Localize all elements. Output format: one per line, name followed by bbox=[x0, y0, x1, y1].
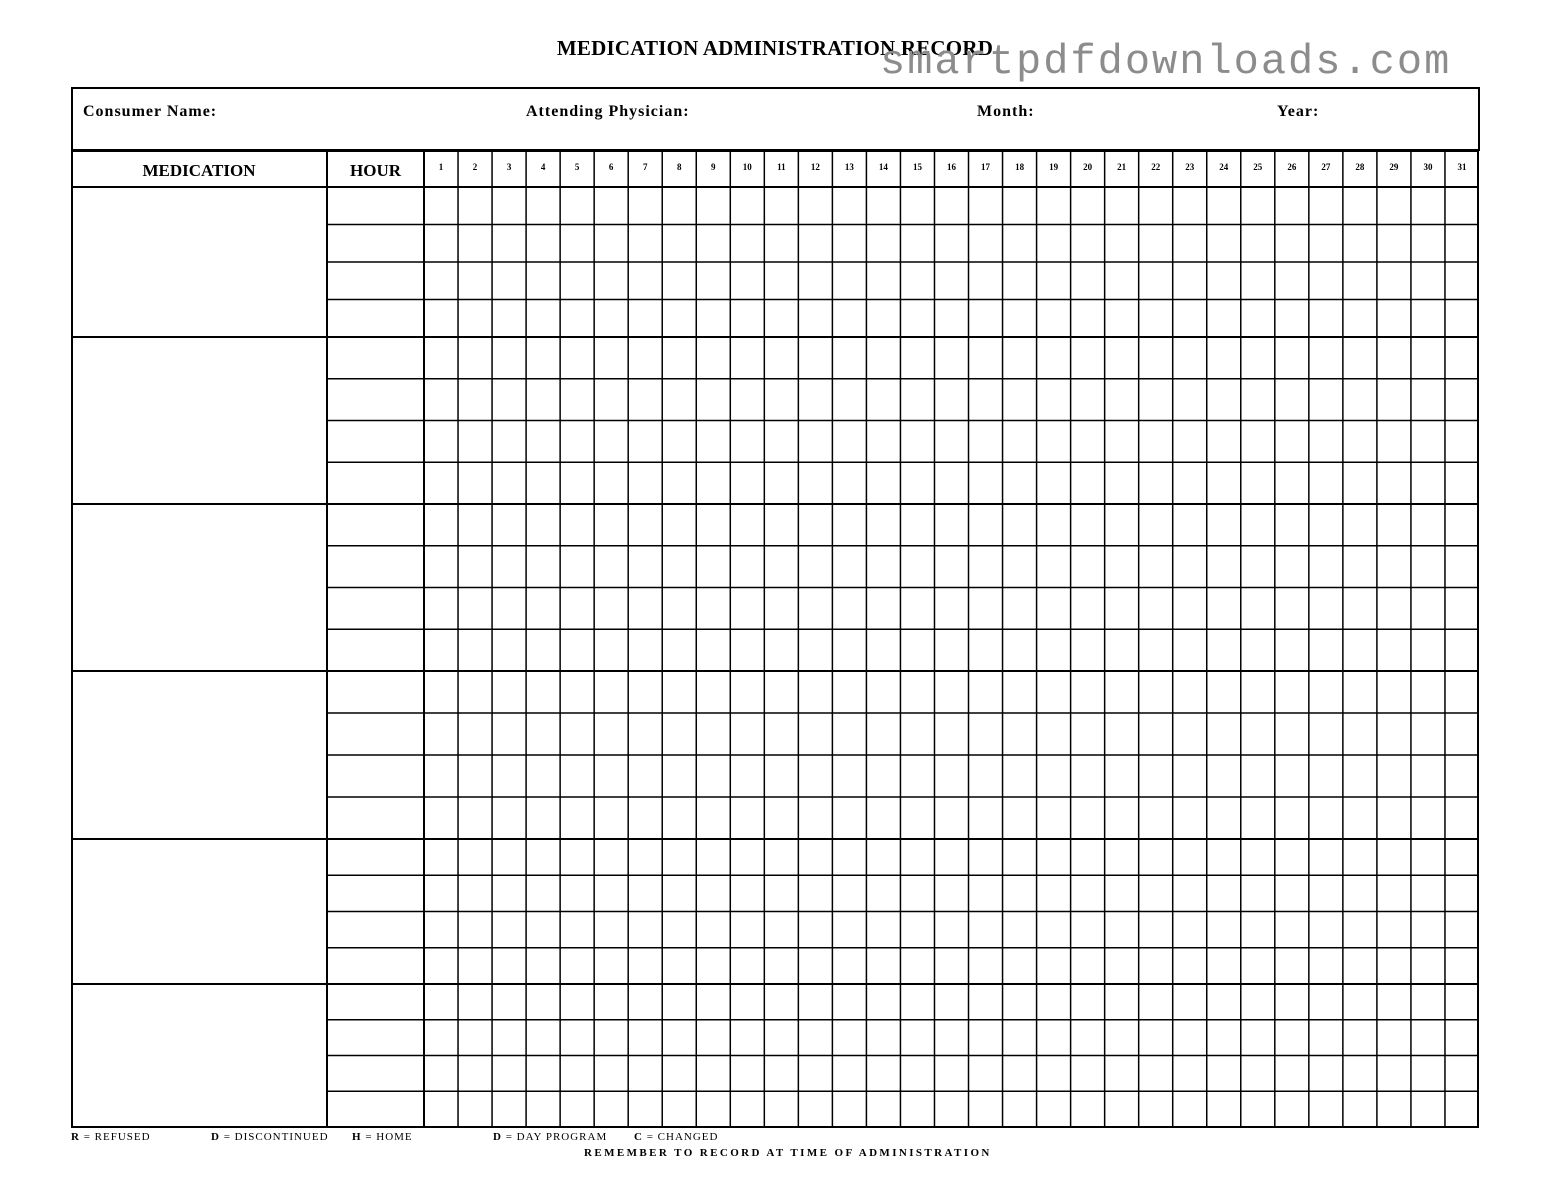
day-header: 30 bbox=[1423, 162, 1433, 172]
day-header: 2 bbox=[472, 162, 478, 172]
day-header: 12 bbox=[810, 162, 820, 172]
day-header: 17 bbox=[981, 162, 991, 172]
consumer-name-label: Consumer Name: bbox=[83, 103, 218, 120]
day-header: 28 bbox=[1355, 162, 1365, 172]
day-header: 21 bbox=[1117, 162, 1127, 172]
day-header: 1 bbox=[438, 162, 444, 172]
day-header: 24 bbox=[1219, 162, 1229, 172]
legend-text: = CHANGED bbox=[646, 1131, 719, 1143]
legend-home bbox=[352, 1131, 413, 1143]
legend-code: H bbox=[352, 1131, 362, 1143]
day-header: 5 bbox=[574, 162, 580, 172]
day-header: 13 bbox=[844, 162, 854, 172]
watermark-logo: smartpdfdownloads.com bbox=[880, 38, 1452, 86]
day-header: 23 bbox=[1185, 162, 1195, 172]
medication-header: MEDICATION bbox=[142, 161, 256, 180]
month-label: Month: bbox=[977, 103, 1035, 120]
legend-text: = HOME bbox=[365, 1131, 413, 1143]
day-header: 19 bbox=[1049, 162, 1059, 172]
legend-code: C bbox=[634, 1131, 643, 1143]
day-header: 25 bbox=[1253, 162, 1263, 172]
year-label: Year: bbox=[1277, 103, 1320, 120]
legend-text: = REFUSED bbox=[83, 1131, 151, 1143]
legend-code: R bbox=[71, 1131, 80, 1143]
day-header: 20 bbox=[1083, 162, 1093, 172]
day-header: 15 bbox=[912, 162, 922, 172]
legend-code: D bbox=[211, 1131, 220, 1143]
day-header: 14 bbox=[878, 162, 888, 172]
day-header: 8 bbox=[676, 162, 682, 172]
legend-text: = DAY PROGRAM bbox=[505, 1131, 608, 1143]
day-header: 10 bbox=[742, 162, 752, 172]
day-header: 11 bbox=[777, 162, 786, 172]
record-info-header bbox=[71, 87, 1480, 151]
day-header: 29 bbox=[1389, 162, 1399, 172]
legend-discontinued bbox=[211, 1131, 329, 1143]
legend-changed bbox=[634, 1131, 718, 1143]
attending-physician-label: Attending Physician: bbox=[526, 103, 690, 120]
day-header: 9 bbox=[711, 162, 716, 172]
page-title: MEDICATION ADMINISTRATION RECORD bbox=[556, 36, 994, 60]
legend-text: = DISCONTINUED bbox=[223, 1131, 329, 1143]
day-header: 3 bbox=[506, 162, 512, 172]
day-header: 26 bbox=[1287, 162, 1297, 172]
legend-refused bbox=[71, 1131, 151, 1143]
day-header: 6 bbox=[608, 162, 614, 172]
day-header: 31 bbox=[1457, 162, 1467, 172]
day-header: 27 bbox=[1321, 162, 1331, 172]
reminder-text: REMEMBER TO RECORD AT TIME OF ADMINISTRATION bbox=[584, 1147, 992, 1159]
legend-day-program bbox=[493, 1131, 607, 1143]
hour-header: HOUR bbox=[350, 161, 401, 180]
day-header: 16 bbox=[947, 162, 956, 172]
day-header: 7 bbox=[642, 162, 648, 172]
medication-grid bbox=[71, 150, 1479, 1128]
legend-code: D bbox=[493, 1131, 502, 1143]
day-header: 22 bbox=[1151, 162, 1161, 172]
day-header: 18 bbox=[1015, 162, 1025, 172]
day-header: 4 bbox=[540, 162, 546, 172]
